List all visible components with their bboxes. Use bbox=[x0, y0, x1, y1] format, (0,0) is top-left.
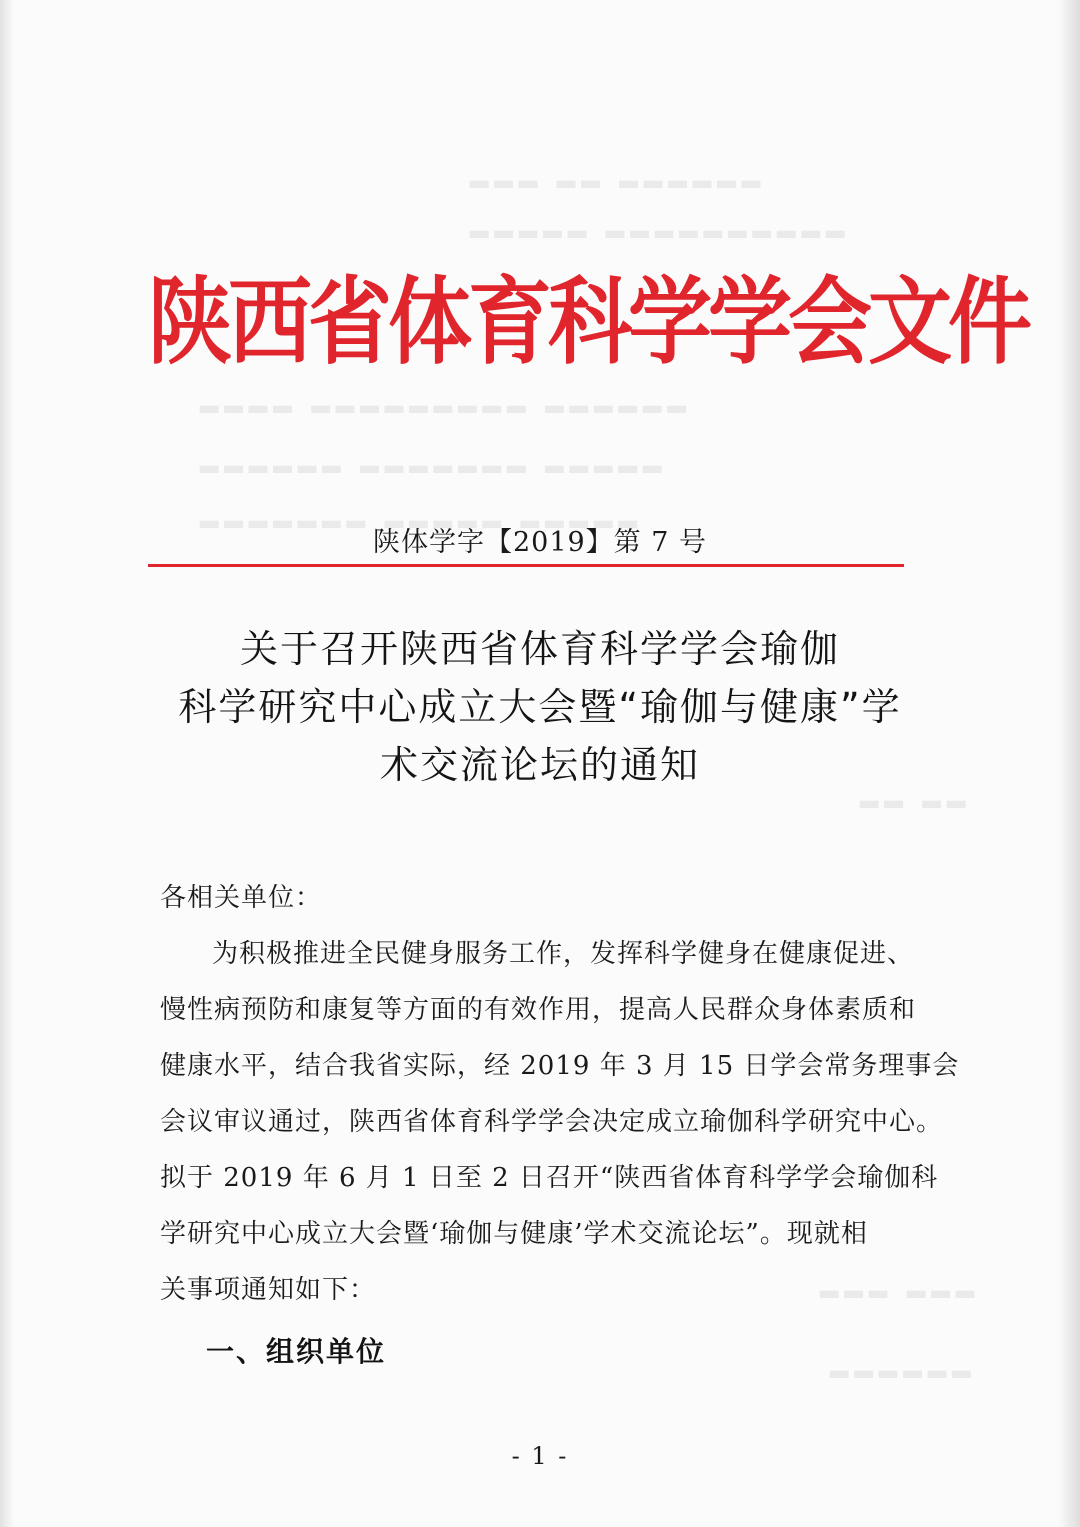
bleed-through-mark: ▂▂▂▂▂▂ ▂▂▂▂▂▂▂ ▂▂▂▂▂ bbox=[200, 445, 668, 473]
bleed-through-mark: ▂▂▂▂▂▂ bbox=[830, 1350, 977, 1378]
bleed-through-mark: ▂▂ ▂▂ bbox=[860, 780, 972, 808]
notice-body bbox=[160, 870, 960, 1318]
bleed-through-mark: ▂▂▂ ▂▂ ▂▂▂▂▂▂ bbox=[470, 160, 767, 188]
notice-title-line: 术交流论坛的通知 bbox=[379, 743, 700, 787]
body-line: 会议审议通过，陕西省体育科学学会决定成立瑜伽科学研究中心。 bbox=[160, 1107, 944, 1137]
page-edge-shadow-right bbox=[1058, 0, 1080, 1527]
header-red-rule bbox=[148, 564, 904, 567]
page-edge-shadow-left bbox=[0, 0, 14, 1527]
body-line: 慢性病预防和康复等方面的有效作用，提高人民群众身体素质和 bbox=[160, 995, 917, 1025]
salutation: 各相关单位： bbox=[160, 883, 323, 913]
section-heading: 一、组织单位 bbox=[206, 1335, 387, 1368]
bleed-through-mark: ▂▂▂▂ ▂▂▂▂▂▂▂▂▂ ▂▂▂▂▂▂ bbox=[200, 385, 692, 413]
notice-title bbox=[150, 620, 930, 794]
body-line: 关事项通知如下： bbox=[160, 1275, 377, 1305]
body-line: 健康水平，结合我省实际，经 2019 年 3 月 15 日学会常务理事会 bbox=[160, 1051, 960, 1081]
bleed-through-mark: ▂▂▂▂▂▂▂ ▂▂▂▂▂ ▂▂▂▂▂ bbox=[200, 500, 644, 528]
notice-title-line: 科学研究中心成立大会暨“瑜伽与健康”学 bbox=[178, 685, 902, 729]
document-number: 陕体学字【2019】第 7 号 bbox=[372, 527, 708, 558]
page-number: - 1 - bbox=[511, 1442, 569, 1470]
bleed-through-mark: ▂▂▂▂▂ ▂▂▂▂▂▂▂▂▂▂ bbox=[470, 210, 851, 238]
bleed-through-mark: ▂▂▂ ▂▂▂ bbox=[820, 1270, 981, 1298]
notice-title-line: 关于召开陕西省体育科学学会瑜伽 bbox=[239, 627, 840, 671]
body-line: 为积极推进全民健身服务工作，发挥科学健身在健康促进、 bbox=[212, 939, 915, 969]
body-line: 拟于 2019 年 6 月 1 日至 2 日召开“陕西省体育科学学会瑜伽科 bbox=[160, 1163, 939, 1193]
body-line: 学研究中心成立大会暨‘瑜伽与健康’学术交流论坛”。现就相 bbox=[160, 1219, 868, 1249]
document-header-title: 陕西省体育科学学会文件 bbox=[148, 267, 1029, 378]
